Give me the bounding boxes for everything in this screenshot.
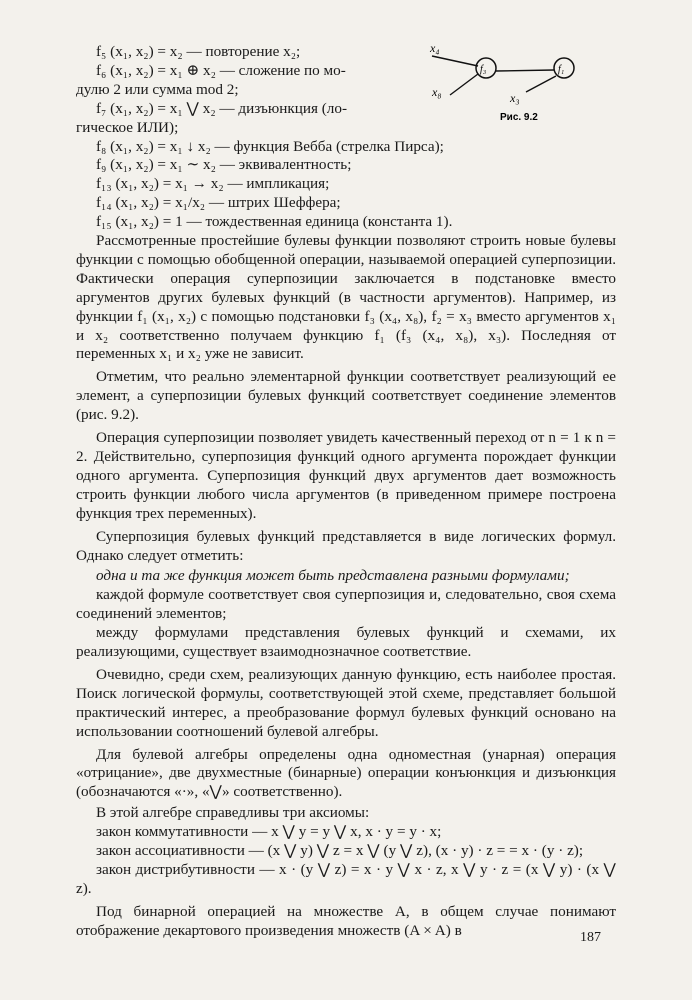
label-x3: x₃: [510, 91, 520, 105]
label-f3: f₃: [480, 64, 487, 75]
function-line: f₁₃ (x₁, x₂) = x₁ → x₂ — импликация;: [96, 175, 330, 193]
function-line: f₈ (x₁, x₂) = x₁ ↓ x₂ — функция Вебба (стрелка Пирса);: [96, 137, 444, 155]
paragraph: одна и та же функция может быть представлена разными формулами;: [96, 567, 570, 585]
body-text: [76, 232, 616, 941]
paragraph: Рассмотренные простейшие булевы функции позволяют строить новые булевы функции с помощью обобщенной операции, называемой операцией суперпозиции. Фактически операция суперпозиции заключается в подстановке вместо аргументов других булевых функций (в частности аргументов). Например, из функции f₁ (x₁, x₂) с помощью подстановки f₃ (x₄, x₈), f₂ = x₃ вместо аргументов x₁ и x₂ соответственно получаем функцию f₁ (f₃ (x₄, x₈), x₃). Последняя от переменных x₁ и x₂ уже не зависит.: [76, 232, 616, 363]
page-number: 187: [580, 930, 601, 945]
paragraph: Для булевой алгебры определены одна одноместная (унарная) операция «отрицание», две двухместные (бинарные) операции конъюнкция и дизъюнкция (обозначаются «·», «⋁» соответственно).: [76, 745, 616, 801]
paragraph: Под бинарной операцией на множестве A, в общем случае понимают отображение декартового произведения множеств (A × A) в: [76, 902, 616, 939]
function-line: f₇ (x₁, x₂) = x₁ ⋁ x₂ — дизъюнкция (ло-: [96, 99, 348, 117]
function-line: f₁₅ (x₁, x₂) = 1 — тождественная единица (константа 1).: [96, 213, 453, 231]
paragraph: Отметим, что реально элементарной функции соответствует реализующий ее элемент, а суперпозиции булевых функций соответствует соединение элементов (рис. 9.2).: [76, 368, 616, 424]
function-line: f₉ (x₁, x₂) = x₁ ∼ x₂ — эквивалентность;: [96, 156, 352, 174]
function-line: гическое ИЛИ);: [76, 118, 179, 136]
function-line: f₆ (x₁, x₂) = x₁ ⊕ x₂ — сложение по мо-: [96, 61, 346, 79]
paragraph: В этой алгебре справедливы три аксиомы:: [96, 804, 370, 822]
label-x8: x₈: [432, 85, 442, 99]
paragraph: каждой формуле соответствует своя суперпозиция и, следовательно, своя схема соединений элементов;: [76, 586, 616, 623]
function-line: f₅ (x₁, x₂) = x₂ — повторение x₂;: [96, 43, 301, 60]
label-x4: x₄: [430, 41, 440, 55]
paragraph: Суперпозиция булевых функций представляется в виде логических формул. Однако следует отметить:: [76, 527, 616, 564]
label-f1: f₁: [558, 64, 565, 75]
axiom-distributivity: закон дистрибутивности — x · (y ⋁ z) = x · y ⋁ x · z, x ⋁ y · z = (x ⋁ y) · (x ⋁ z).: [76, 861, 616, 897]
axiom-commutativity: закон коммутативности — x ⋁ y = y ⋁ x, x · y = y · x;: [96, 823, 442, 841]
function-line: f₁₄ (x₁, x₂) = x₁/x₂ — штрих Шеффера;: [96, 194, 341, 212]
paragraph: Операция суперпозиции позволяет увидеть качественный переход от n = 1 к n = 2. Действительно, суперпозиция функций одного аргумента порождает функции одного аргумента. Суперпозиция функций двух аргументов дает возможность строить функции любого числа аргументов (в приведенном примере построена функция трех переменных).: [76, 429, 616, 522]
axiom-associativity: закон ассоциативности — (x ⋁ y) ⋁ z = x ⋁ (y ⋁ z), (x · y) · z = = x · (y · z);: [96, 842, 584, 860]
paragraph: между формулами представления булевых функций и схемами, их реализующими, существует взаимоднозначное соответствие.: [76, 624, 616, 661]
function-line: дулю 2 или сумма mod 2;: [76, 80, 239, 98]
paragraph: Очевидно, среди схем, реализующих данную функцию, есть наиболее простая. Поиск логической формулы, соответствующей этой схеме, представляет большой практический интерес, а преобразование формул булевых функций основано на использовании соотношений булевой алгебры.: [76, 665, 616, 740]
function-list: [76, 43, 536, 232]
figure-caption: Рис. 9.2: [500, 112, 538, 123]
